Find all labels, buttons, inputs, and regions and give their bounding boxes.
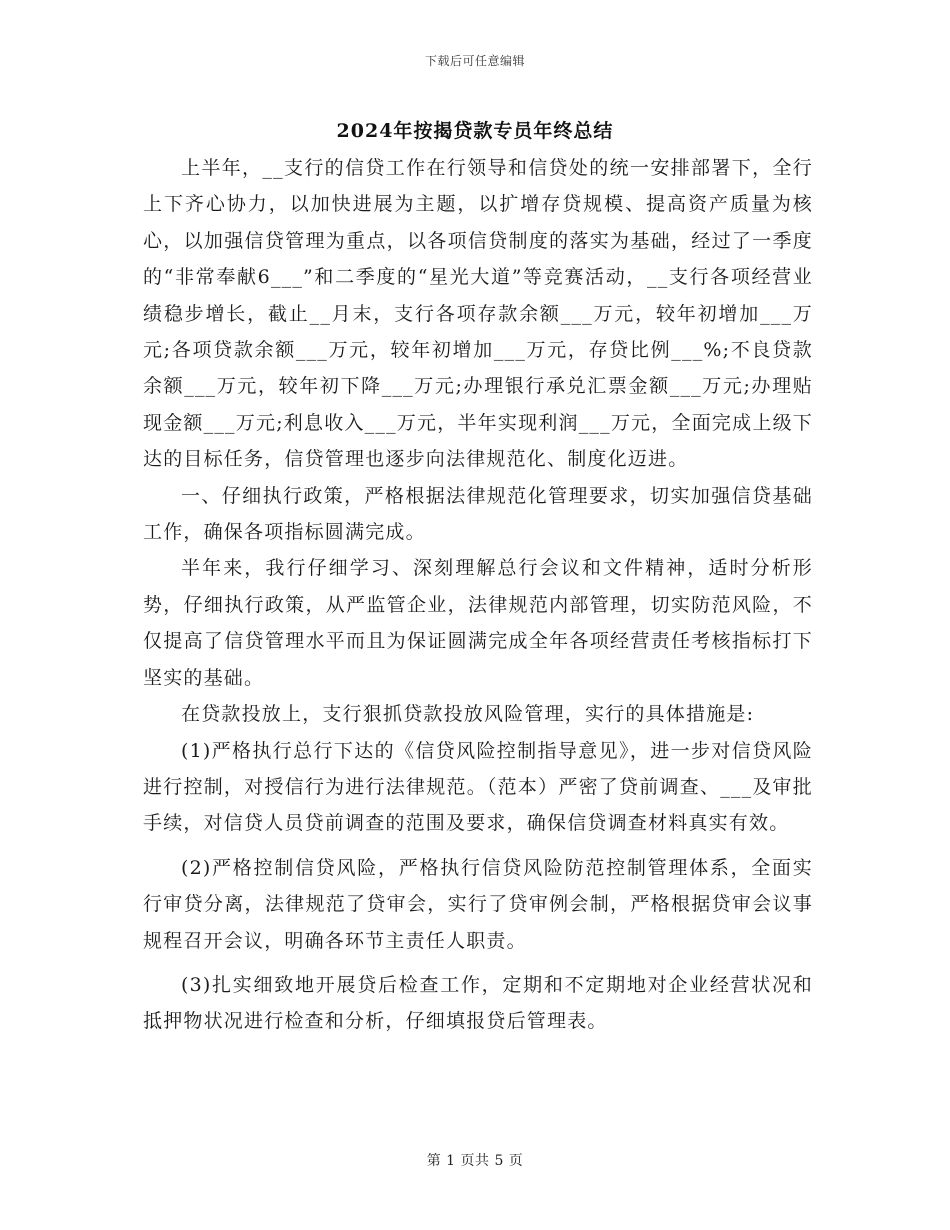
paragraph-section-one: 一、仔细执行政策，严格根据法律规范化管理要求，切实加强信贷基础工作，确保各项指标圆满完成。 <box>143 484 813 544</box>
document-body <box>143 150 813 1040</box>
paragraph-measure-1: (1)严格执行总行下达的《信贷风险控制指导意见》，进一步对信贷风险进行控制，对授信行为进行法律规范。（范本）严密了贷前调查、___及审批手续，对信贷人员贷前调查的范围及要求，确保信贷调查材料真实有效。 <box>143 739 813 835</box>
document-title: 2024年按揭贷款专员年终总结 <box>336 120 614 142</box>
paragraph-measure-2: (2)严格控制信贷风险，严格执行信贷风险防范控制管理体系，全面实行审贷分离，法律规范了贷审会，实行了贷审例会制，严格根据贷审会议事规程召开会议，明确各环节主责任人职责。 <box>143 856 813 952</box>
paragraph-half-year: 半年来，我行仔细学习、深刻理解总行会议和文件精神，适时分析形势，仔细执行政策，从严监管企业，法律规范内部管理，切实防范风险，不仅提高了信贷管理水平而且为保证圆满完成全年各项经营责任考核指标打下坚实的基础。 <box>143 557 813 689</box>
paragraph-measure-3: (3)扎实细致地开展贷后检查工作，定期和不定期地对企业经营状况和抵押物状况进行检查和分析，仔细填报贷后管理表。 <box>143 973 813 1033</box>
paragraph-measures-intro: 在贷款投放上，支行狠抓贷款投放风险管理，实行的具体措施是: <box>181 703 755 726</box>
page-header-note: 下载后可任意编辑 <box>424 54 525 68</box>
page-number: 第 1 页共 5 页 <box>426 1153 524 1169</box>
paragraph-intro: 上半年，__支行的信贷工作在行领导和信贷处的统一安排部署下，全行上下齐心协力，以加快进展为主题，以扩增存贷规模、提高资产质量为核心，以加强信贷管理为重点，以各项信贷制度的落实为基础，经过了一季度的“非常奉献6___”和二季度的“星光大道”等竞赛活动，__支行各项经营业绩稳步增长，截止__月末，支行各项存款余额___万元，较年初增加___万元;各项贷款余额___万元，较年初增加___万元，存贷比例___%;不良贷款余额___万元，较年初下降___万元;办理银行承兑汇票金额___万元;办理贴现金额___万元;利息收入___万元，半年实现利润___万元，全面完成上级下达的目标任务，信贷管理也逐步向法律规范化、制度化迈进。 <box>143 157 813 471</box>
